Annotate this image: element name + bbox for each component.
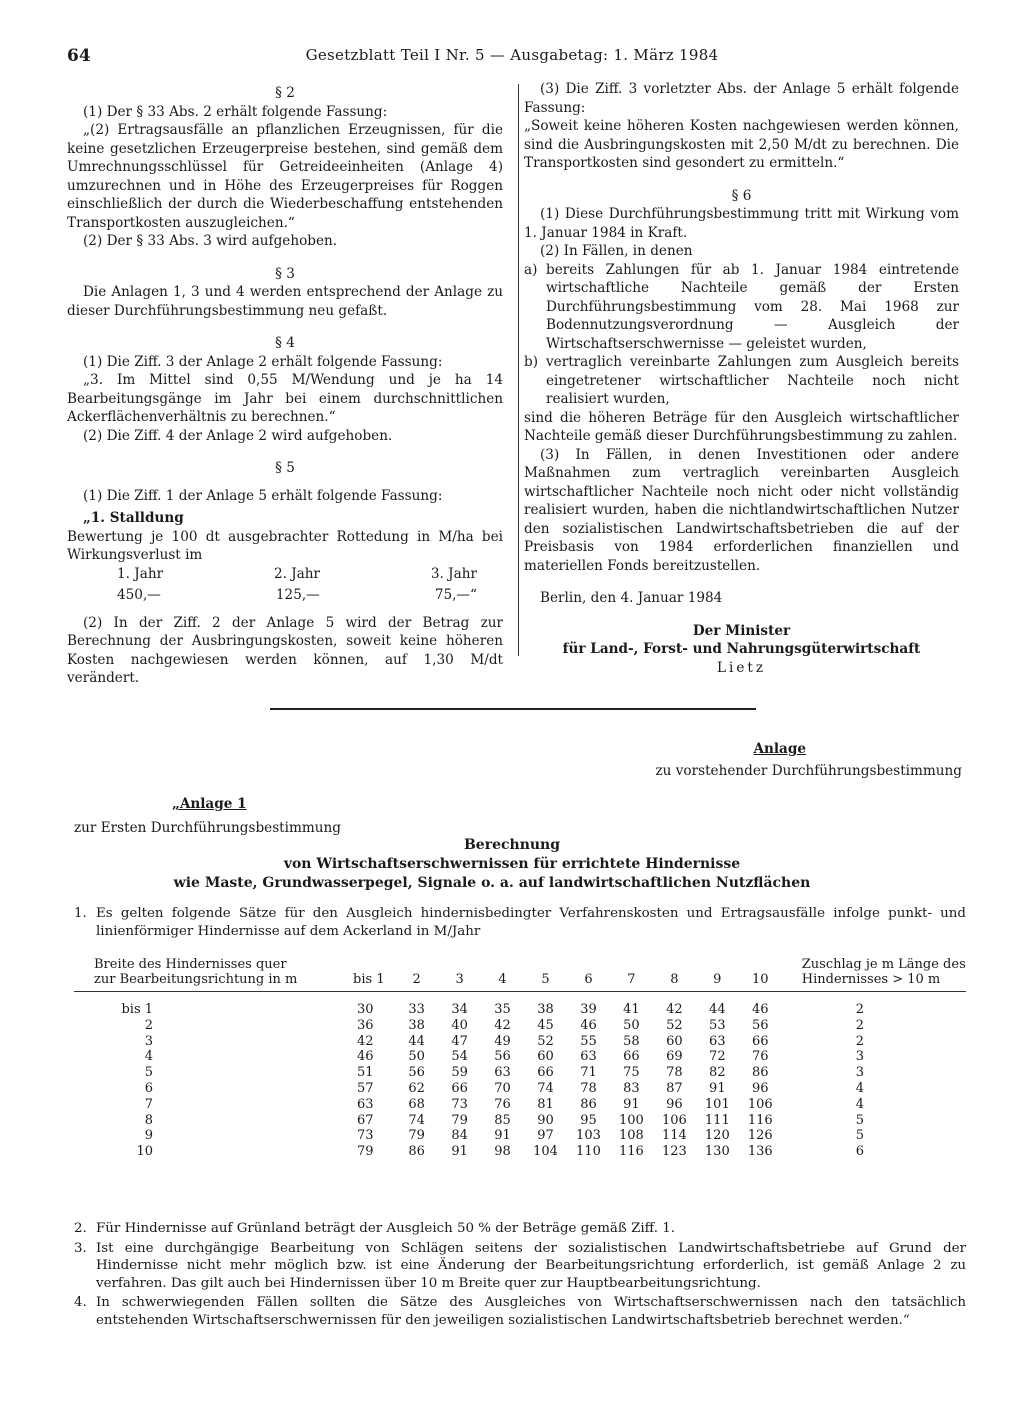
row-label: bis 1 xyxy=(121,1002,154,1017)
table-cell: 62 xyxy=(408,1080,425,1096)
right-column xyxy=(524,80,959,677)
year-labels xyxy=(117,565,477,584)
section-divider xyxy=(270,708,756,710)
table-cell: 110 xyxy=(576,1144,601,1160)
table-cell: 42 xyxy=(357,1033,374,1049)
table-cell: 95 xyxy=(580,1112,597,1128)
table-cell: 46 xyxy=(752,1002,769,1017)
table-cell: 98 xyxy=(494,1144,511,1160)
table-cell: 58 xyxy=(623,1033,640,1049)
gazette-title: Gesetzblatt Teil I Nr. 5 — Ausgabetag: 1. März 1984 xyxy=(305,46,719,64)
table-cell: 100 xyxy=(619,1112,644,1128)
list-marker: b) xyxy=(524,354,539,370)
table-row xyxy=(74,1018,966,1034)
paragraph: „Soweit keine höheren Kosten nachgewiesen werden können, sind die Ausbringungskosten mit 2,50 M/dt zu berechnen. Die Transportkosten sind gesondert zu ermitteln.“ xyxy=(524,118,959,171)
table-cell: 63 xyxy=(709,1033,726,1049)
table-cell: 67 xyxy=(357,1112,374,1128)
compensation-table xyxy=(74,957,966,1160)
column-header: 3 xyxy=(438,957,481,992)
anlage-label: Anlage xyxy=(753,741,806,757)
anlage-subtitle: zu vorstehender Durchführungsbestimmung xyxy=(655,763,962,779)
row-label: 7 xyxy=(144,1096,154,1112)
table-cell: 91 xyxy=(623,1096,640,1112)
column-header: 2 xyxy=(395,957,438,992)
table-cell: 86 xyxy=(580,1096,597,1112)
table-cell: 54 xyxy=(451,1049,468,1065)
table-cell: 75 xyxy=(623,1065,640,1081)
place-date: Berlin, den 4. Januar 1984 xyxy=(540,590,723,606)
list-item xyxy=(74,1294,966,1329)
table-row xyxy=(74,1144,966,1160)
table-cell: 74 xyxy=(408,1112,425,1128)
table-cell: 76 xyxy=(494,1096,511,1112)
table-cell: 60 xyxy=(666,1033,683,1049)
column-header: 6 xyxy=(567,957,610,992)
table-cell: 50 xyxy=(623,1017,640,1033)
anlage-header xyxy=(656,738,962,782)
table-cell: 73 xyxy=(357,1128,374,1144)
table-cell: 101 xyxy=(704,1096,730,1112)
section-heading: § 5 xyxy=(275,460,295,476)
table-cell: 66 xyxy=(451,1080,468,1096)
table-cell: 42 xyxy=(666,1002,683,1017)
table-row xyxy=(74,1113,966,1129)
paragraph: (1) Die Ziff. 1 der Anlage 5 erhält folgende Fassung: xyxy=(83,487,443,504)
table-cell: 63 xyxy=(580,1049,597,1065)
table-cell: 120 xyxy=(704,1128,730,1144)
paragraph: (3) Die Ziff. 3 vorletzter Abs. der Anlage 5 erhält folgende Fassung: xyxy=(524,81,959,116)
table-cell: 91 xyxy=(494,1128,511,1144)
table-cell: 52 xyxy=(537,1033,554,1049)
table-cell: 114 xyxy=(661,1128,687,1144)
table-cell: 45 xyxy=(537,1017,554,1033)
row-label: 5 xyxy=(144,1065,154,1081)
table-cell: 56 xyxy=(494,1049,511,1065)
table-cell: 106 xyxy=(747,1096,773,1112)
year-amount: 125,— xyxy=(275,587,320,603)
title-line: von Wirtschaftserschwernissen für errichtete Hindernisse xyxy=(283,856,741,872)
table-header-row xyxy=(74,957,966,992)
list-text: In schwerwiegenden Fällen sollten die Sätze des Ausgleiches von Wirtschaftserschwernissen nach den tatsächlich entstehenden Wirtschaftserschwernissen für den jeweiligen sozialistischen Landwirtschaftsbetrieb berechnet werden.“ xyxy=(96,1295,966,1328)
list-item xyxy=(74,905,966,940)
year-label: 1. Jahr xyxy=(117,565,164,582)
column-header: 10 xyxy=(739,957,782,992)
table-cell: 35 xyxy=(494,1002,511,1017)
surcharge-cell: 5 xyxy=(855,1128,865,1144)
table-cell: 51 xyxy=(357,1065,374,1081)
list-text: Es gelten folgende Sätze für den Ausgleich hindernisbedingter Verfahrenskosten und Ertragsausfälle infolge punkt- und linienförmiger Hindernisse auf dem Ackerland in M/Jahr xyxy=(96,906,966,939)
list-marker: 2. xyxy=(74,1221,87,1236)
table-cell: 116 xyxy=(747,1112,773,1128)
list-marker: a) xyxy=(524,261,538,278)
notes xyxy=(74,1220,966,1329)
table-cell: 73 xyxy=(451,1096,468,1112)
table-cell: 136 xyxy=(747,1144,773,1160)
table-cell: 38 xyxy=(537,1002,554,1017)
table-cell: 40 xyxy=(451,1017,468,1033)
section-heading: § 3 xyxy=(275,265,295,282)
list-item xyxy=(524,353,959,409)
table-cell: 74 xyxy=(537,1080,554,1096)
table-row xyxy=(74,1097,966,1113)
table-cell: 42 xyxy=(494,1017,511,1033)
year-amounts xyxy=(117,586,477,605)
year-label: 3. Jahr xyxy=(430,565,477,582)
list-text: Für Hindernisse auf Grünland beträgt der Ausgleich 50 % der Beträge gemäß Ziff. 1. xyxy=(96,1221,676,1236)
subheading-stalldung: „1. Stalldung xyxy=(83,510,184,526)
column-header: 9 xyxy=(696,957,739,992)
table-row xyxy=(74,1034,966,1050)
table-cell: 111 xyxy=(704,1112,730,1128)
table-cell: 103 xyxy=(576,1128,601,1144)
table-cell: 63 xyxy=(357,1096,374,1112)
table-cell: 72 xyxy=(709,1049,726,1065)
table-cell: 78 xyxy=(666,1065,683,1081)
list-marker: 4. xyxy=(74,1295,87,1310)
table-cell: 97 xyxy=(537,1128,554,1144)
table-cell: 126 xyxy=(747,1128,773,1144)
year-amount: 75,—“ xyxy=(434,587,477,603)
table-row xyxy=(74,1065,966,1081)
year-label: 2. Jahr xyxy=(273,565,321,582)
column-header-surcharge: Zuschlag je m Länge des Hindernisses > 10 m xyxy=(782,957,966,992)
table-cell: 71 xyxy=(580,1065,597,1081)
column-header: 7 xyxy=(610,957,653,992)
table-cell: 63 xyxy=(494,1065,511,1081)
row-label: 10 xyxy=(136,1144,154,1160)
table-cell: 50 xyxy=(408,1049,425,1065)
list-item xyxy=(524,261,959,354)
table-cell: 96 xyxy=(752,1080,769,1096)
table-cell: 82 xyxy=(709,1065,726,1081)
list-marker: 1. xyxy=(74,906,87,921)
paragraph: „3. Im Mittel sind 0,55 M/Wendung und je ha 14 Bearbeitungsgänge im Jahr bei einem durchschnittlichen Ackerflächenverhältnis zu berechnen.“ xyxy=(67,372,503,425)
section-heading: § 4 xyxy=(275,335,295,351)
table-row xyxy=(74,1049,966,1065)
row-label: 9 xyxy=(144,1128,154,1144)
table-cell: 79 xyxy=(451,1112,468,1128)
table-cell: 123 xyxy=(661,1144,687,1160)
row-label: 6 xyxy=(144,1080,154,1096)
title-line: Berechnung xyxy=(463,837,561,853)
paragraph: Bewertung je 100 dt ausgebrachter Rottedung in M/ha bei Wirkungsverlust im xyxy=(67,528,503,563)
row-label: 2 xyxy=(144,1017,154,1033)
table-cell: 66 xyxy=(623,1049,640,1065)
section-heading: § 2 xyxy=(275,85,295,101)
table-cell: 87 xyxy=(666,1080,683,1096)
table-cell: 70 xyxy=(494,1080,511,1096)
table-cell: 68 xyxy=(408,1096,425,1112)
column-header-width: Breite des Hindernisses quer zur Bearbeitungsrichtung in m xyxy=(74,957,299,992)
table-cell: 96 xyxy=(666,1096,683,1112)
list-text: bereits Zahlungen für ab 1. Januar 1984 eintretende wirtschaftliche Nachteile gemäß der Ersten Durchführungsbestimmung vom 28. Mai 1968 zur Bodennutzungsverordnung — Ausgleich der Wirtschaftserschwernisse — geleistet wurden, xyxy=(546,261,959,352)
row-label: 3 xyxy=(144,1033,154,1049)
table-cell: 57 xyxy=(357,1080,374,1096)
signature-line1: Der Minister xyxy=(692,622,791,639)
surcharge-cell: 5 xyxy=(855,1112,865,1128)
table-cell: 86 xyxy=(408,1144,425,1160)
table-cell: 106 xyxy=(661,1112,687,1128)
list-item xyxy=(74,1220,966,1238)
surcharge-cell: 2 xyxy=(855,1002,865,1017)
table-cell: 130 xyxy=(704,1144,730,1160)
table-cell: 41 xyxy=(623,1002,640,1017)
signature-line2: für Land-, Forst- und Nahrungsgüterwirtschaft xyxy=(562,641,921,657)
table-cell: 38 xyxy=(408,1017,425,1033)
paragraph: (2) In der Ziff. 2 der Anlage 5 wird der Betrag zur Berechnung der Ausbringungskosten, soweit keine höheren Kosten nachgewiesen werden können, auf 1,30 M/dt verändert. xyxy=(67,614,503,686)
table-cell: 44 xyxy=(408,1033,425,1049)
list-text: Ist eine durchgängige Bearbeitung von Schlägen seitens der sozialistischen Landwirtschaftsbetriebe auf Grund der Hindernisse nicht mehr möglich bzw. ist eine Änderung der Bearbeitungsrichtung erforderlich, ist gemäß Anlage 2 zu verfahren. Das gilt auch bei Hindernissen über 10 m Breite quer zur Hauptbearbeitungsrichtung. xyxy=(96,1240,966,1291)
paragraph: (2) Der § 33 Abs. 3 wird aufgehoben. xyxy=(83,233,338,249)
table-cell: 104 xyxy=(533,1144,558,1160)
list-marker: 3. xyxy=(74,1240,87,1256)
paragraph: (1) Der § 33 Abs. 2 erhält folgende Fassung: xyxy=(83,103,388,120)
paragraph: Die Anlagen 1, 3 und 4 werden entsprechend der Anlage zu dieser Durchführungsbestimmung neu gefaßt. xyxy=(67,284,503,319)
paragraph: (1) Diese Durchführungsbestimmung tritt mit Wirkung vom 1. Januar 1984 in Kraft. xyxy=(524,206,959,241)
table-cell: 52 xyxy=(666,1017,683,1033)
signature-name: Lietz xyxy=(716,659,767,676)
anlage1-header xyxy=(74,792,341,840)
page-header xyxy=(0,46,1024,72)
surcharge-cell: 3 xyxy=(855,1049,865,1065)
table-row xyxy=(74,1128,966,1144)
table-cell: 56 xyxy=(408,1065,425,1081)
surcharge-cell: 2 xyxy=(855,1017,865,1033)
table-cell: 60 xyxy=(537,1049,554,1065)
column-divider xyxy=(518,84,519,656)
paragraph: (3) In Fällen, in denen Investitionen oder andere Maßnahmen zum vertraglich vereinbarten Ausgleich wirtschaftlicher Nachteile noch nicht oder nicht vollständig realisiert wurden, haben die nichtlandwirtschaftlichen Nutzer den sozialistischen Landwirtschaftsbetrieben die auf der Preisbasis von 1984 erforderlichen finanziellen und materiellen Fonds bereitzustellen. xyxy=(524,446,959,574)
paragraph: sind die höheren Beträge für den Ausgleich wirtschaftlicher Nachteile gemäß dieser Durchführungsbestimmung zu zahlen. xyxy=(524,409,959,444)
row-label: 8 xyxy=(144,1112,154,1128)
table-cell: 85 xyxy=(494,1112,511,1128)
table-cell: 69 xyxy=(666,1049,683,1065)
section-heading: § 6 xyxy=(731,187,752,204)
paragraph: (2) Die Ziff. 4 der Anlage 2 wird aufgehoben. xyxy=(83,427,393,444)
table-cell: 90 xyxy=(537,1112,554,1128)
column-header: 4 xyxy=(481,957,524,992)
column-header: bis 1 xyxy=(299,957,395,992)
anlage1-label: „Anlage 1 xyxy=(172,796,247,812)
table-row xyxy=(74,1081,966,1097)
table-cell: 53 xyxy=(709,1017,726,1033)
table-cell: 84 xyxy=(451,1128,468,1144)
table-cell: 79 xyxy=(408,1128,425,1144)
table-cell: 34 xyxy=(451,1002,468,1017)
table-cell: 83 xyxy=(623,1080,640,1096)
table-cell: 79 xyxy=(357,1144,374,1160)
table-cell: 36 xyxy=(357,1017,374,1033)
table-cell: 39 xyxy=(580,1002,597,1017)
table-cell: 56 xyxy=(752,1017,769,1033)
paragraph: (1) Die Ziff. 3 der Anlage 2 erhält folgende Fassung: xyxy=(83,353,443,370)
paragraph: „(2) Ertragsausfälle an pflanzlichen Erzeugnissen, für die keine gesetzlichen Erzeugerpreise bestehen, sind gemäß dem Umrechnungsschlüssel für Getreideeinheiten (Anlage 4) umzurechnen und in Höhe des Erzeugerpreises für Roggen einschließlich der durch die Wiederbeschaffung entstehenden Transportkosten auszugleichen.“ xyxy=(67,122,503,231)
anlage1-subtitle: zur Ersten Durchführungsbestimmung xyxy=(74,820,341,836)
table-cell: 66 xyxy=(537,1065,554,1081)
table-row xyxy=(74,992,966,1018)
table-cell: 108 xyxy=(619,1128,644,1144)
table-cell: 81 xyxy=(537,1096,554,1112)
table-cell: 47 xyxy=(451,1033,468,1049)
left-column xyxy=(67,84,503,688)
column-header: 5 xyxy=(524,957,567,992)
table-cell: 46 xyxy=(357,1049,374,1065)
table-cell: 30 xyxy=(357,1002,374,1017)
title-line: wie Maste, Grundwasserpegel, Signale o. a. auf landwirtschaftlichen Nutzflächen xyxy=(173,875,811,891)
list-text: vertraglich vereinbarte Zahlungen zum Ausgleich bereits eingetretener wirtschaftlicher Nachteile noch nicht realisiert wurden, xyxy=(546,354,959,407)
surcharge-cell: 2 xyxy=(855,1033,865,1049)
row-label: 4 xyxy=(144,1049,154,1065)
list-item xyxy=(74,1240,966,1293)
table-cell: 76 xyxy=(752,1049,769,1065)
surcharge-cell: 4 xyxy=(855,1080,865,1096)
surcharge-cell: 6 xyxy=(855,1144,865,1160)
table-cell: 44 xyxy=(709,1002,726,1017)
surcharge-cell: 4 xyxy=(855,1096,865,1112)
table-cell: 91 xyxy=(451,1144,468,1160)
table-cell: 55 xyxy=(580,1033,597,1049)
paragraph: (2) In Fällen, in denen xyxy=(540,243,693,259)
table-cell: 78 xyxy=(580,1080,597,1096)
table-cell: 116 xyxy=(619,1144,644,1160)
table-cell: 59 xyxy=(451,1065,468,1081)
year-amount: 450,— xyxy=(117,587,161,603)
table-cell: 86 xyxy=(752,1065,769,1081)
table-cell: 33 xyxy=(408,1002,425,1017)
table-title xyxy=(0,836,1024,893)
table-cell: 91 xyxy=(709,1080,726,1096)
table-cell: 46 xyxy=(580,1017,597,1033)
page-number: 64 xyxy=(67,46,91,66)
table-cell: 66 xyxy=(752,1033,769,1049)
surcharge-cell: 3 xyxy=(855,1065,865,1081)
table-cell: 49 xyxy=(494,1033,511,1049)
column-header: 8 xyxy=(653,957,696,992)
